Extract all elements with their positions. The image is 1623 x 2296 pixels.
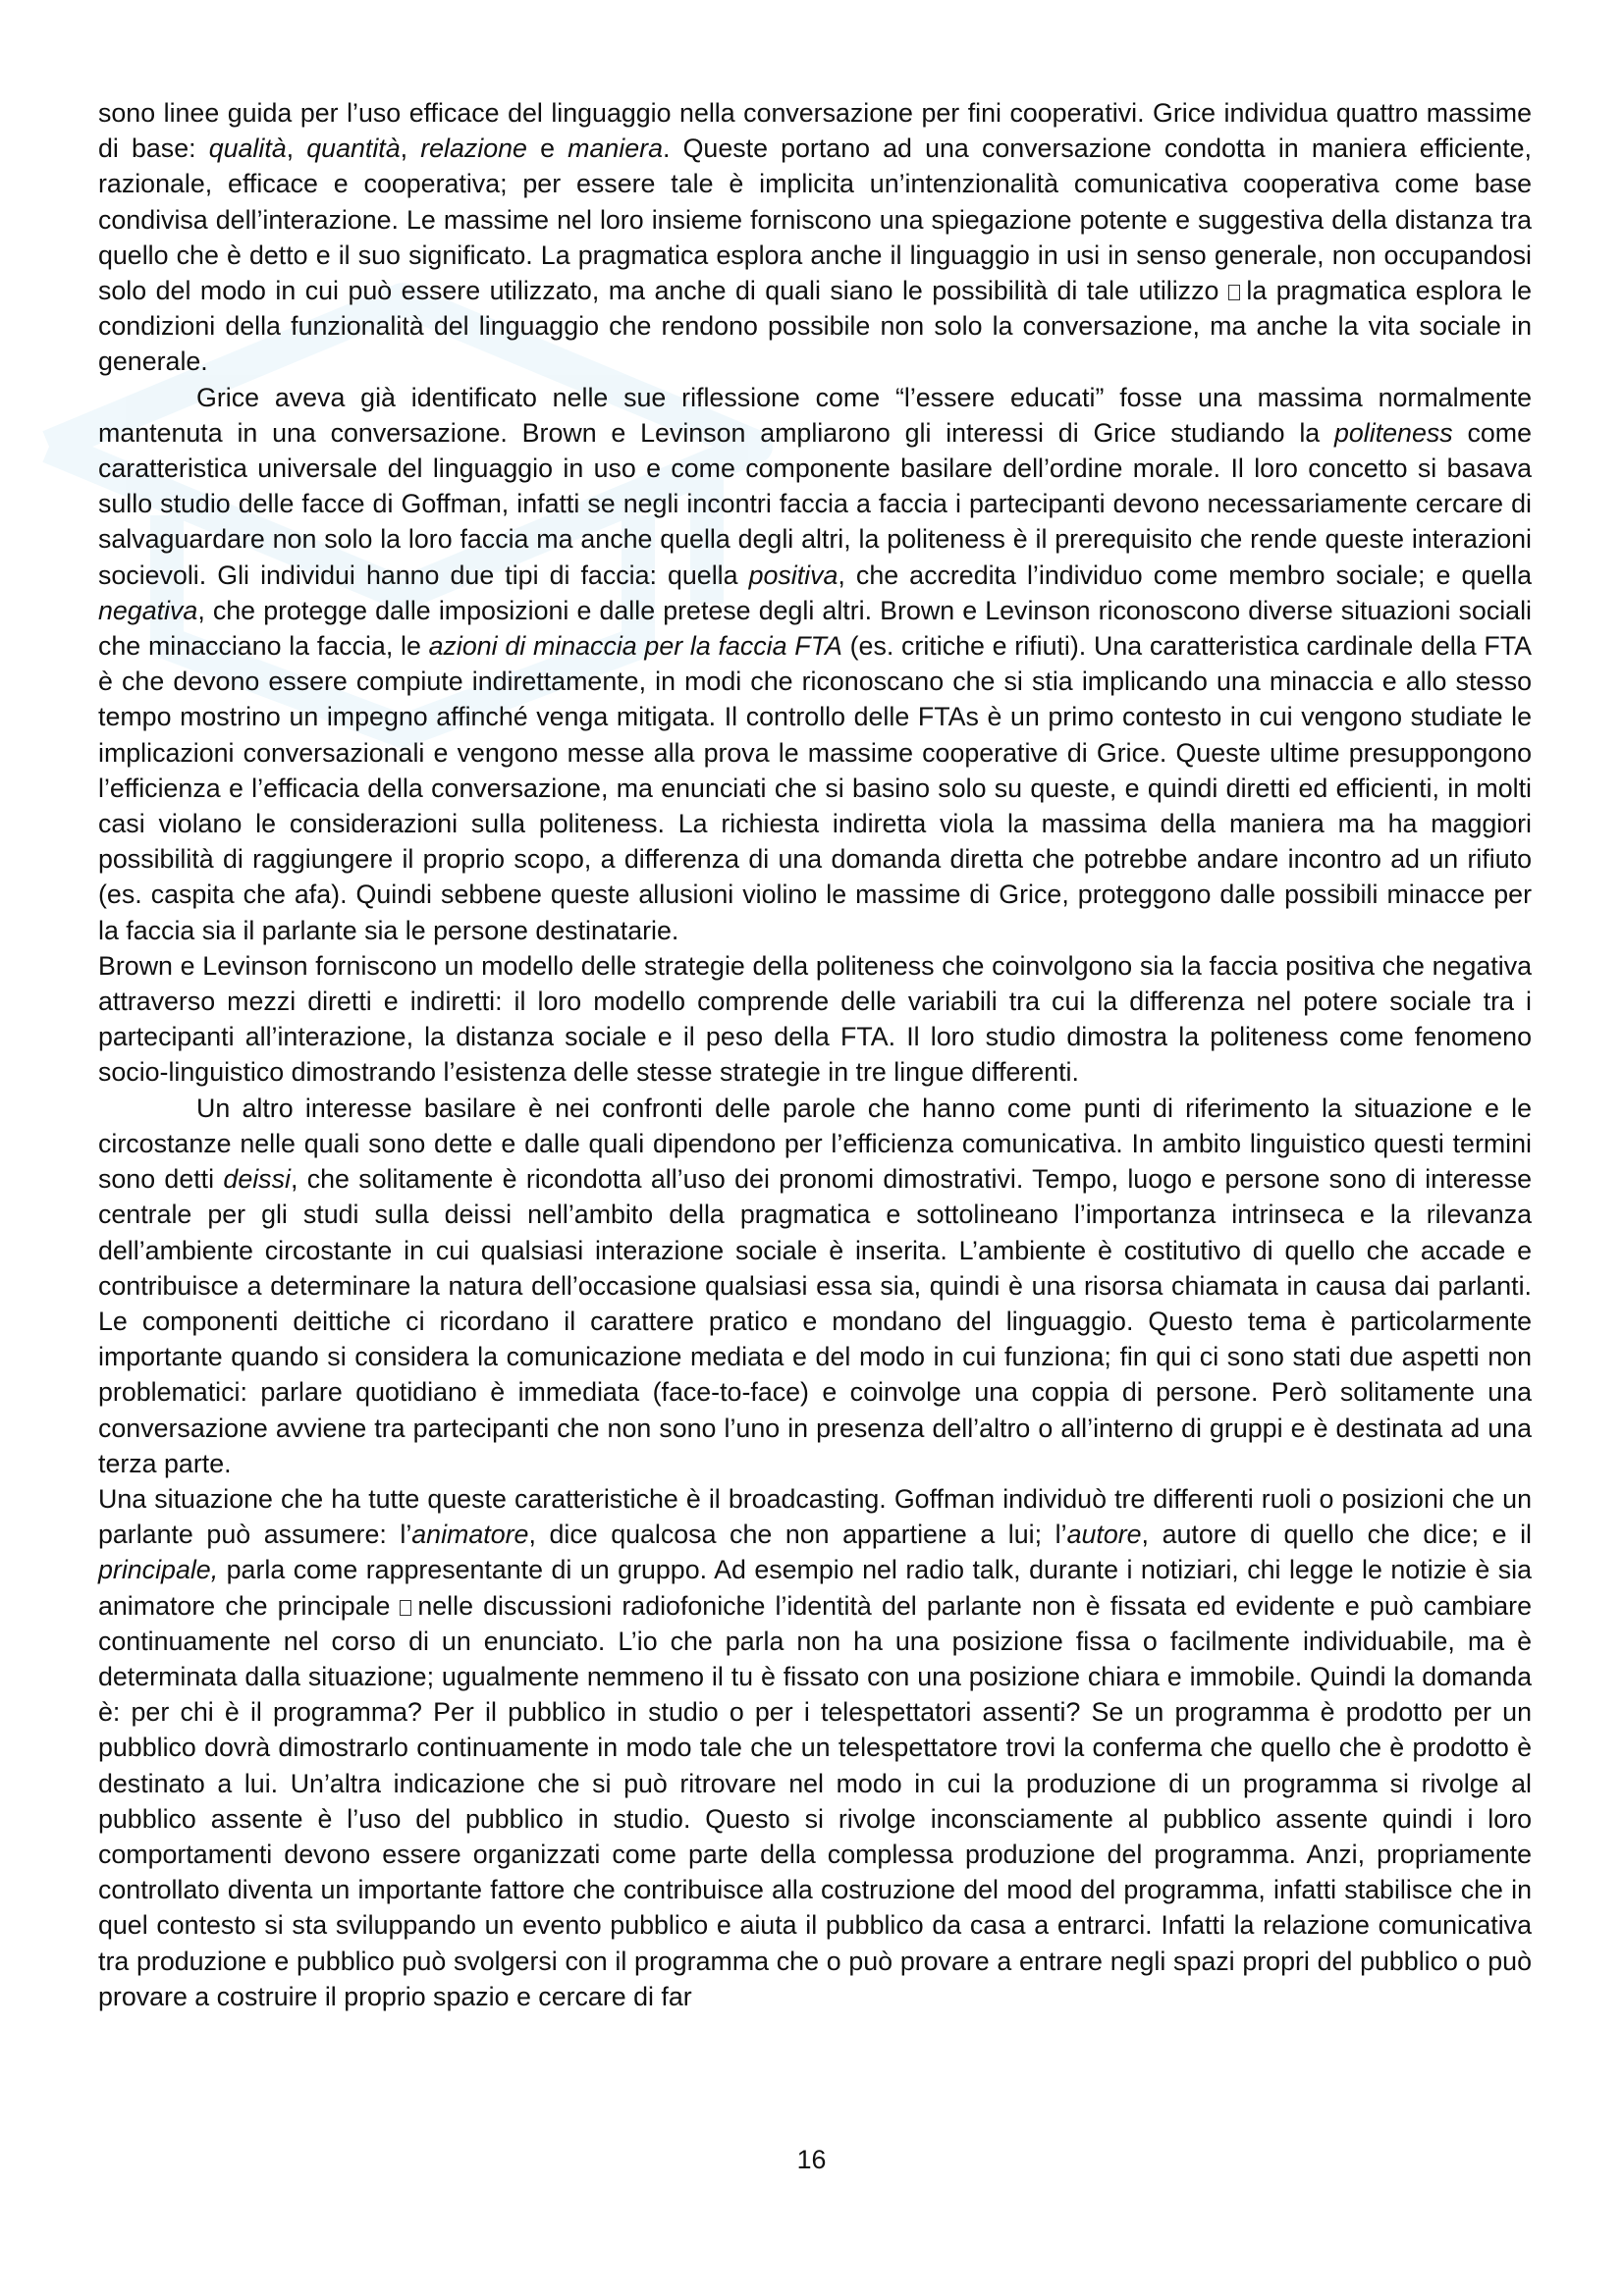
arrow-symbol-icon [1228, 285, 1240, 300]
paragraph-2: Grice aveva già identificato nelle sue riflessione come “l’essere educati” fosse una massima normalmente mantenuta in una conversazione. Brown e Levinson ampliarono gli interessi di Grice studiando la politeness come caratteristica universale del linguaggio in uso e come componente basilare dell’ordine morale. Il loro concetto si basava sullo studio delle facce di Goffman, infatti se negli incontri faccia a faccia i partecipanti devono necessariamente cercare di salvaguardare non solo la loro faccia ma anche quella degli altri, la politeness è il prerequisito che rende queste interazioni socievoli. Gli individui hanno due tipi di faccia: quella positiva, che accredita l’individuo come membro sociale; e quella negativa, che protegge dalle imposizioni e dalle pretese degli altri. Brown e Levinson riconoscono diverse situazioni sociali che minacciano la faccia, le azioni di minaccia per la faccia FTA (es. critiche e rifiuti). Una caratteristica cardinale della FTA è che devono essere compiute indirettamente, in modi che riconoscano che si stia implicando una minaccia e allo stesso tempo mostrino un impegno affinché venga mitigata. Il controllo delle FTAs è un primo contesto in cui vengono studiate le implicazioni conversazionali e vengono messe alla prova le massime cooperative di Grice. Queste ultime presuppongono l’efficienza e l’efficacia della conversazione, ma enunciati che si basino solo su queste, e quindi diretti ed efficienti, in molti casi violano le considerazioni sulla politeness. La richiesta indiretta viola la massima della maniera ma ha maggiori possibilità di raggiungere il proprio scopo, a differenza di una domanda diretta che potrebbe andare incontro ad un rifiuto (es. caspita che afa). Quindi sebbene queste allusioni violino le massime di Grice, proteggono dalle possibili minacce per la faccia sia il parlante sia le persone destinatarie. [98, 382, 1532, 945]
paragraph-5: Una situazione che ha tutte queste caratteristiche è il broadcasting. Goffman individuò tre differenti ruoli o posizioni che un parlante può assumere: l’animatore, dice qualcosa che non appartiene a lui; l’autore, autore di quello che dice; e il principale, parla come rappresentante di un gruppo. Ad esempio nel radio talk, durante i notiziari, chi legge le notizie è sia animatore che principale nelle discussioni radiofoniche l’identità del parlante non è fissata ed evidente e può cambiare continuamente nel corso di un enunciato. L’io che parla non ha una posizione fissa o facilmente individuabile, ma è determinata dalla situazione; ugualmente nemmeno il tu è fissato con una posizione chiara e immobile. Quindi la domanda è: per chi è il programma? Per il pubblico in studio o per i telespettatori assenti? Se un programma è prodotto per un pubblico dovrà dimostrarlo continuamente in modo tale che un telespettatore trovi la conferma che quello che è prodotto è destinato a lui. Un’altra indicazione che si può ritrovare nel modo in cui la produzione di un programma si rivolge al pubblico assente è l’uso del pubblico in studio. Questo si rivolge inconsciamente al pubblico assente quindi i loro comportamenti devono essere organizzati come parte della complessa produzione del programma. Anzi, propriamente controllato diventa un importante fattore che contribuisce alla costruzione del mood del programma, infatti stabilisce che in quel contesto si sta sviluppando un evento pubblico e aiuta il pubblico da casa a entrarci. Infatti la relazione comunicativa tra produzione e pubblico può svolgersi con il programma che o può provare a entrare negli spazi propri del pubblico o può provare a costruire il proprio spazio e cercare di far [98, 1483, 1532, 2011]
paragraph-3: Brown e Levinson forniscono un modello delle strategie della politeness che coinvolgono sia la faccia positiva che negativa attraverso mezzi diretti e indiretti: il loro modello comprende delle variabili tra cui la differenza nel potere sociale tra i partecipanti all’interazione, la distanza sociale e il peso della FTA. Il loro studio dimostra la politeness come fenomeno socio-linguistico dimostrando l’esistenza delle stesse strategie in tre lingue differenti. [98, 950, 1532, 1088]
arrow-symbol-icon [400, 1600, 411, 1616]
paragraph-1: sono linee guida per l’uso efficace del linguaggio nella conversazione per fini cooperativi. Grice individua quattro massime di base: qualità, quantità, relazione e maniera. Queste portano ad una conversazione condotta in maniera efficiente, razionale, efficace e cooperativa; per essere tale è implicita un’intenzionalità comunicativa cooperativa come base condivisa dell’interazione. Le massime nel loro insieme forniscono una spiegazione potente e suggestiva della distanza tra quello che è detto e il suo significato. La pragmatica esplora anche il linguaggio in usi in senso generale, non occupandosi solo del modo in cui può essere utilizzato, ma anche di quali siano le possibilità di tale utilizzo la pragmatica esplora le condizioni della funzionalità del linguaggio che rendono possibile non solo la conversazione, ma anche la vita sociale in generale. [98, 98, 1533, 377]
page-number: 16 [796, 2145, 827, 2174]
paragraph-4: Un altro interesse basilare è nei confronti delle parole che hanno come punti di riferimento la situazione e le circostanze nelle quali sono dette e dalle quali dipendono per l’efficienza comunicativa. In ambito linguistico questi termini sono detti deissi, che solitamente è ricondotta all’uso dei pronomi dimostrativi. Tempo, luogo e persone sono di interesse centrale per gli studi sulla deissi nell’ambito della pragmatica e sottolineano l’importanza intrinseca e la rilevanza dell’ambiente circostante in cui qualsiasi interazione sociale è inserita. L’ambiente è costitutivo di quello che accade e contribuisce a determinare la natura dell’occasione qualsiasi essa sia, quindi è una risorsa chiamata in causa dai parlanti. Le componenti deittiche ci ricordano il carattere pratico e mondano del linguaggio. Questo tema è particolarmente importante quando si considera la comunicazione mediata e del modo in cui funziona; fin qui ci sono stati due aspetti non problematici: parlare quotidiano è immediata (face-to-face) e coinvolge una coppia di persone. Però solitamente una conversazione avviene tra partecipanti che non sono l’uno in presenza dell’altro o all’interno di gruppi e è destinata ad una terza parte. [98, 1093, 1532, 1478]
body-text [98, 95, 1532, 2014]
